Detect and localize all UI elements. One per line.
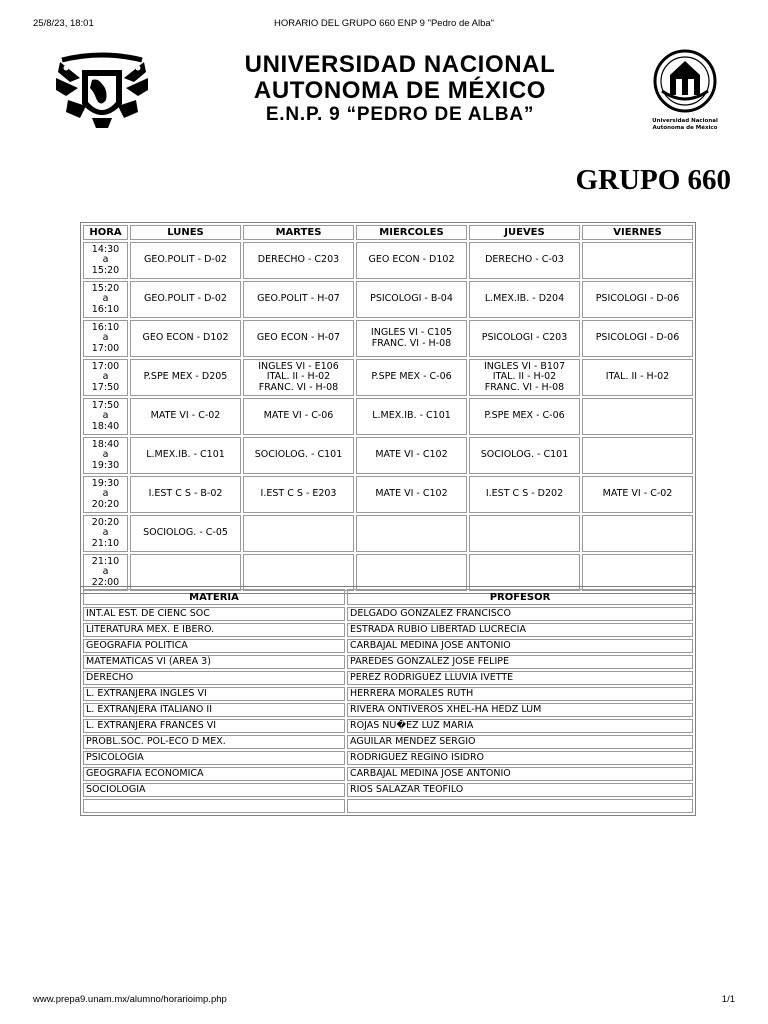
class-cell — [356, 281, 467, 318]
class-entry: GEO.POLIT - D-02 — [144, 254, 227, 266]
class-entry: MATE VI - C102 — [375, 488, 448, 500]
print-footer — [33, 994, 735, 1008]
class-cell — [469, 242, 580, 279]
col-header-martes: MARTES — [243, 225, 354, 240]
class-entry: SOCIOLOG. - C101 — [480, 449, 569, 461]
class-entry: PSICOLOGI - B-04 — [370, 293, 453, 305]
subject-row — [83, 639, 693, 653]
subject-row — [83, 671, 693, 685]
class-entry: L.MEX.IB. - C101 — [146, 449, 225, 461]
time-slot — [83, 320, 128, 357]
schedule-row — [83, 437, 693, 474]
class-cell — [130, 437, 241, 474]
university-line-2: AUTONOMA DE MÉXICO — [253, 77, 547, 104]
time-line: a — [102, 371, 109, 383]
time-slot — [83, 242, 128, 279]
schedule-header-row — [83, 225, 693, 240]
professor-name: RODRIGUEZ REGINO ISIDRO — [347, 751, 693, 765]
class-cell — [469, 476, 580, 513]
time-line: 17:50 — [91, 381, 120, 393]
class-cell — [356, 398, 467, 435]
class-entry: ITAL. II - H-02 — [605, 371, 670, 383]
print-header — [33, 18, 735, 32]
enp9-seal-icon — [640, 47, 730, 135]
class-entry: PSICOLOGI - C203 — [481, 332, 568, 344]
time-line: 21:10 — [91, 555, 120, 567]
time-line: 18:40 — [91, 438, 120, 450]
time-slot — [83, 398, 128, 435]
subject-name: L. EXTRANJERA ITALIANO II — [83, 703, 345, 717]
class-cell — [582, 281, 693, 318]
subject-name: PSICOLOGIA — [83, 751, 345, 765]
class-entry: MATE VI - C-06 — [263, 410, 334, 422]
subject-row — [83, 719, 693, 733]
schedule-row — [83, 476, 693, 513]
subject-name: SOCIOLOGIA — [83, 783, 345, 797]
subject-name: PROBL.SOC. POL-ECO D MEX. — [83, 735, 345, 749]
enp9-seal-caption-2: Autónoma de México — [652, 125, 718, 131]
time-slot — [83, 281, 128, 318]
print-doc-title: HORARIO DEL GRUPO 660 ENP 9 "Pedro de Alba" — [273, 18, 495, 29]
time-line: 17:00 — [91, 360, 120, 372]
professor-name: ROJAS NU�EZ LUZ MARIA — [347, 719, 693, 733]
schedule-body — [83, 242, 693, 591]
class-cell — [130, 242, 241, 279]
schedule-row — [83, 398, 693, 435]
time-line: 21:10 — [91, 537, 120, 549]
professor-name: PEREZ RODRIGUEZ LLUVIA IVETTE — [347, 671, 693, 685]
class-entry: L.MEX.IB. - D204 — [484, 293, 565, 305]
time-slot — [83, 437, 128, 474]
class-entry: I.EST C S - E203 — [260, 488, 337, 500]
class-cell — [243, 281, 354, 318]
print-url: www.prepa9.unam.mx/alumno/horarioimp.php — [33, 994, 227, 1005]
subject-name: LITERATURA MEX. E IBERO. — [83, 623, 345, 637]
class-cell — [582, 320, 693, 357]
time-line: a — [102, 254, 109, 266]
schedule-row — [83, 281, 693, 318]
class-entry: FRANC. VI - H-08 — [484, 381, 565, 393]
time-line: 22:00 — [91, 576, 120, 588]
subject-name: L. EXTRANJERA INGLES VI — [83, 687, 345, 701]
class-cell — [130, 281, 241, 318]
subject-row — [83, 799, 693, 813]
group-title: GRUPO 660 — [575, 164, 731, 196]
class-entry: GEO ECON - D102 — [142, 332, 229, 344]
time-slot — [83, 476, 128, 513]
enp9-seal-caption-1: Universidad Nacional — [652, 118, 718, 124]
class-entry: GEO.POLIT - D-02 — [144, 293, 227, 305]
subject-row — [83, 703, 693, 717]
professor-name: CARBAJAL MEDINA JOSE ANTONIO — [347, 639, 693, 653]
class-cell — [356, 359, 467, 396]
class-cell — [469, 398, 580, 435]
class-cell — [582, 398, 693, 435]
class-cell — [243, 242, 354, 279]
class-cell — [582, 359, 693, 396]
col-header-materia: MATERIA — [83, 589, 345, 605]
class-cell — [130, 398, 241, 435]
time-line: a — [102, 449, 109, 461]
col-header-hora: HORA — [83, 225, 128, 240]
col-header-profesor: PROFESOR — [347, 589, 693, 605]
professor-name: AGUILAR MENDEZ SERGIO — [347, 735, 693, 749]
time-line: a — [102, 410, 109, 422]
col-header-jueves: JUEVES — [469, 225, 580, 240]
university-line-1: UNIVERSIDAD NACIONAL — [244, 51, 556, 78]
class-entry: GEO ECON - D102 — [368, 254, 455, 266]
class-entry: SOCIOLOG. - C-05 — [143, 527, 228, 539]
class-cell — [130, 359, 241, 396]
time-line: 16:10 — [91, 303, 120, 315]
subject-name: L. EXTRANJERA FRANCES VI — [83, 719, 345, 733]
class-cell — [356, 320, 467, 357]
class-entry: ITAL. II - H-02 — [266, 371, 331, 383]
class-cell — [130, 320, 241, 357]
class-cell — [356, 476, 467, 513]
class-cell — [582, 242, 693, 279]
time-line: a — [102, 527, 109, 539]
subject-name: GEOGRAFIA POLITICA — [83, 639, 345, 653]
school-name: E.N.P. 9 “PEDRO DE ALBA” — [265, 104, 535, 125]
subject-row — [83, 735, 693, 749]
schedule-row — [83, 359, 693, 396]
class-entry: MATE VI - C-02 — [150, 410, 221, 422]
subject-row — [83, 767, 693, 781]
class-cell — [356, 515, 467, 552]
class-cell — [469, 281, 580, 318]
time-line: 16:10 — [91, 321, 120, 333]
time-line: 14:30 — [91, 243, 120, 255]
schedule-row — [83, 242, 693, 279]
subject-row — [83, 607, 693, 621]
subject-name: GEOGRAFIA ECONOMICA — [83, 767, 345, 781]
class-cell — [469, 320, 580, 357]
subject-row — [83, 783, 693, 797]
class-cell — [356, 437, 467, 474]
class-entry: MATE VI - C-02 — [602, 488, 673, 500]
schedule-row — [83, 515, 693, 552]
class-entry: I.EST C S - D202 — [485, 488, 564, 500]
time-line: 18:40 — [91, 420, 120, 432]
print-datetime: 25/8/23, 18:01 — [33, 18, 94, 29]
subject-name: DERECHO — [83, 671, 345, 685]
class-entry: PSICOLOGI - D-06 — [595, 293, 680, 305]
class-entry: P.SPE MEX - C-06 — [371, 371, 452, 383]
subjects-header-row — [83, 589, 693, 605]
class-entry: ITAL. II - H-02 — [492, 371, 557, 383]
schedule-row — [83, 320, 693, 357]
subject-name: INT.AL EST. DE CIENC SOC — [83, 607, 345, 621]
professor-name: HERRERA MORALES RUTH — [347, 687, 693, 701]
class-cell — [243, 476, 354, 513]
time-line: 15:20 — [91, 282, 120, 294]
time-line: a — [102, 332, 109, 344]
subject-row — [83, 687, 693, 701]
professor-name: DELGADO GONZALEZ FRANCISCO — [347, 607, 693, 621]
time-line: a — [102, 566, 109, 578]
subjects-table — [80, 586, 696, 816]
class-entry: L.MEX.IB. - C101 — [372, 410, 451, 422]
class-cell — [469, 515, 580, 552]
col-header-lunes: LUNES — [130, 225, 241, 240]
subjects-body — [83, 607, 693, 813]
time-slot — [83, 359, 128, 396]
subject-row — [83, 623, 693, 637]
subject-name: MATEMATICAS VI (AREA 3) — [83, 655, 345, 669]
class-cell — [130, 476, 241, 513]
class-entry: DERECHO - C203 — [257, 254, 340, 266]
class-entry: MATE VI - C102 — [375, 449, 448, 461]
class-cell — [243, 359, 354, 396]
professor-name: ESTRADA RUBIO LIBERTAD LUCRECIA — [347, 623, 693, 637]
class-entry: P.SPE MEX - C-06 — [484, 410, 565, 422]
time-line: 17:50 — [91, 399, 120, 411]
time-line: 15:20 — [91, 264, 120, 276]
class-entry: P.SPE MEX - D205 — [143, 371, 228, 383]
professor-name: PAREDES GONZALEZ JOSE FELIPE — [347, 655, 693, 669]
class-cell — [582, 437, 693, 474]
class-cell — [469, 437, 580, 474]
time-line: 20:20 — [91, 516, 120, 528]
class-entry: I.EST C S - B-02 — [148, 488, 223, 500]
class-cell — [130, 515, 241, 552]
time-line: a — [102, 488, 109, 500]
subject-row — [83, 751, 693, 765]
subject-row — [83, 655, 693, 669]
col-header-viernes: VIERNES — [582, 225, 693, 240]
professor-name: RIVERA ONTIVEROS XHEL-HA HEDZ LUM — [347, 703, 693, 717]
class-cell — [243, 437, 354, 474]
col-header-miercoles: MIERCOLES — [356, 225, 467, 240]
subject-name — [83, 799, 345, 813]
time-slot — [83, 515, 128, 552]
university-title — [180, 52, 620, 126]
class-entry: GEO.POLIT - H-07 — [257, 293, 340, 305]
class-cell — [243, 320, 354, 357]
professor-name: CARBAJAL MEDINA JOSE ANTONIO — [347, 767, 693, 781]
schedule-table — [80, 222, 696, 594]
professor-name — [347, 799, 693, 813]
class-cell — [582, 476, 693, 513]
class-entry: GEO ECON - H-07 — [256, 332, 341, 344]
class-entry: INGLES VI - B107 — [483, 360, 566, 372]
class-entry: FRANC. VI - H-08 — [371, 337, 452, 349]
class-cell — [469, 359, 580, 396]
time-line: 17:00 — [91, 342, 120, 354]
class-cell — [582, 515, 693, 552]
class-entry: DERECHO - C-03 — [485, 254, 564, 266]
class-cell — [243, 515, 354, 552]
class-entry: INGLES VI - E106 — [258, 360, 339, 372]
class-entry: INGLES VI - C105 — [370, 327, 453, 338]
class-cell — [356, 242, 467, 279]
time-line: a — [102, 293, 109, 305]
class-entry: SOCIOLOG. - C101 — [254, 449, 343, 461]
time-line: 19:30 — [91, 459, 120, 471]
unam-seal-icon — [52, 48, 152, 132]
class-entry: PSICOLOGI - D-06 — [595, 332, 680, 344]
professor-name: RIOS SALAZAR TEOFILO — [347, 783, 693, 797]
class-entry: FRANC. VI - H-08 — [258, 381, 339, 393]
time-line: 19:30 — [91, 477, 120, 489]
time-line: 20:20 — [91, 498, 120, 510]
class-cell — [243, 398, 354, 435]
print-page-number: 1/1 — [721, 994, 735, 1005]
